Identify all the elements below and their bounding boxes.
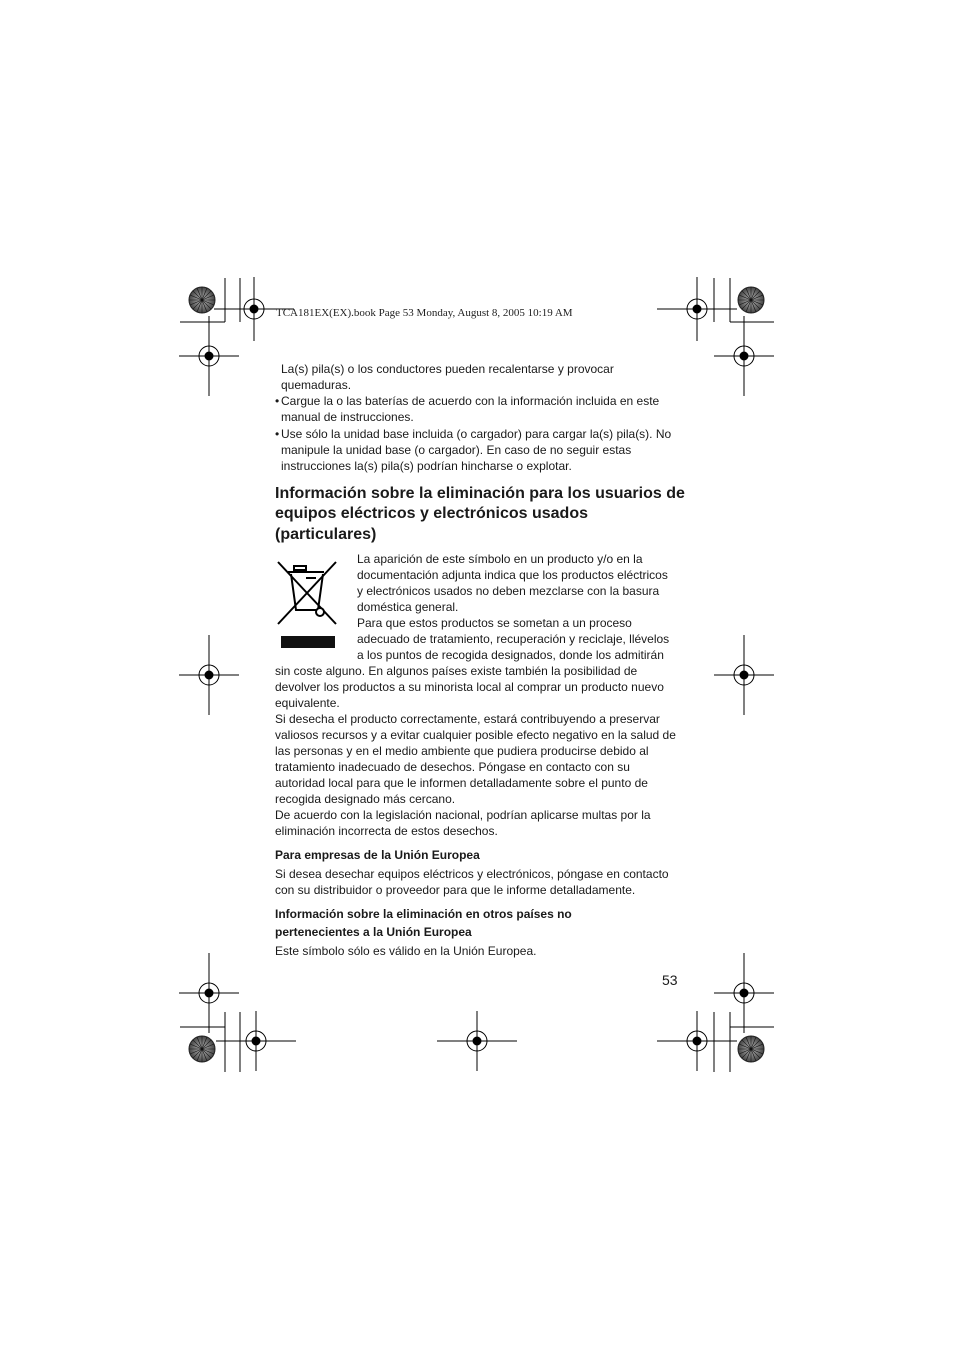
body-line: sin coste alguno. En algunos países existe también la posibilidad de [275, 664, 638, 678]
body-line: y electrónicos usados no deben mezclarse con la basura [357, 584, 660, 598]
non-eu-heading: Información sobre la eliminación en otros países no [275, 907, 572, 921]
registration-target [179, 316, 239, 396]
starburst-mark [189, 1036, 215, 1062]
registration-target [657, 1011, 737, 1071]
body-line: tratamiento inadecuado de desechos. Póngase en contacto con su [275, 760, 630, 774]
section-title: Información sobre la eliminación para los usuarios de [275, 485, 685, 502]
body-line: Para que estos productos se sometan a un proceso [357, 616, 632, 630]
body-line: valiosos recursos y a evitar cualquier posible efecto negativo en la salud de [275, 728, 676, 742]
starburst-mark [189, 287, 215, 313]
body-line: las personas y en el medio ambiente que pudiera producirse debido al [275, 744, 649, 758]
registration-target [714, 635, 774, 715]
bullet-marker: • [275, 394, 280, 408]
page-number: 53 [662, 972, 678, 988]
registration-target [437, 1011, 517, 1071]
intro-line: manual de instrucciones. [281, 410, 414, 424]
body-line: La aparición de este símbolo en un producto y/o en la [357, 552, 643, 566]
registration-target [714, 953, 774, 1033]
body-line: documentación adjunta indica que los productos eléctricos [357, 568, 668, 582]
body-line: adecuado de tratamiento, recuperación y reciclaje, llévelos [357, 632, 670, 646]
body-line: a los puntos de recogida designados, donde los admitirán [357, 648, 664, 662]
weee-bin-icon [276, 556, 340, 652]
body-line: eliminación incorrecta de estos desechos. [275, 824, 498, 838]
starburst-mark [738, 1036, 764, 1062]
eu-business-heading: Para empresas de la Unión Europea [275, 848, 480, 862]
non-eu-line: Este símbolo sólo es válido en la Unión Europea. [275, 944, 537, 958]
intro-line: Cargue la o las baterías de acuerdo con la información incluida en este [281, 394, 660, 408]
section-title: equipos eléctricos y electrónicos usados [275, 505, 588, 522]
body-line: devolver los productos a su minorista local al comprar un producto nuevo [275, 680, 664, 694]
body-line: doméstica general. [357, 600, 459, 614]
eu-business-line: con su distribuidor o proveedor para que le informe detalladamente. [275, 883, 636, 897]
eu-business-line: Si desea desechar equipos eléctricos y electrónicos, póngase en contacto [275, 867, 669, 881]
intro-line: quemaduras. [281, 378, 352, 392]
registration-target [216, 1011, 296, 1071]
intro-line: Use sólo la unidad base incluida (o cargador) para cargar la(s) pila(s). No [281, 427, 672, 441]
registration-target [657, 277, 737, 341]
body-line: De acuerdo con la legislación nacional, podrían aplicarse multas por la [275, 808, 651, 822]
body-line: recogida designado más cercano. [275, 792, 456, 806]
registration-target [179, 635, 239, 715]
intro-line: instrucciones la(s) pila(s) podrían hincharse o explotar. [281, 459, 572, 473]
starburst-mark [738, 287, 764, 313]
body-line: equivalente. [275, 696, 340, 710]
registration-target [179, 953, 239, 1033]
intro-line: La(s) pila(s) o los conductores pueden recalentarse y provocar [281, 362, 614, 376]
section-title: (particulares) [275, 526, 377, 543]
intro-line: manipule la unidad base (o cargador). En caso de no seguir estas [281, 443, 632, 457]
non-eu-heading: pertenecientes a la Unión Europea [275, 925, 472, 939]
body-line: Si desecha el producto correctamente, estará contribuyendo a preservar [275, 712, 660, 726]
print-header: TCA181EX(EX).book Page 53 Monday, August 8, 2005 10:19 AM [276, 307, 573, 319]
bullet-marker: • [275, 427, 280, 441]
body-line: autoridad local para que le informen detalladamente sobre el punto de [275, 776, 648, 790]
registration-target [714, 316, 774, 396]
